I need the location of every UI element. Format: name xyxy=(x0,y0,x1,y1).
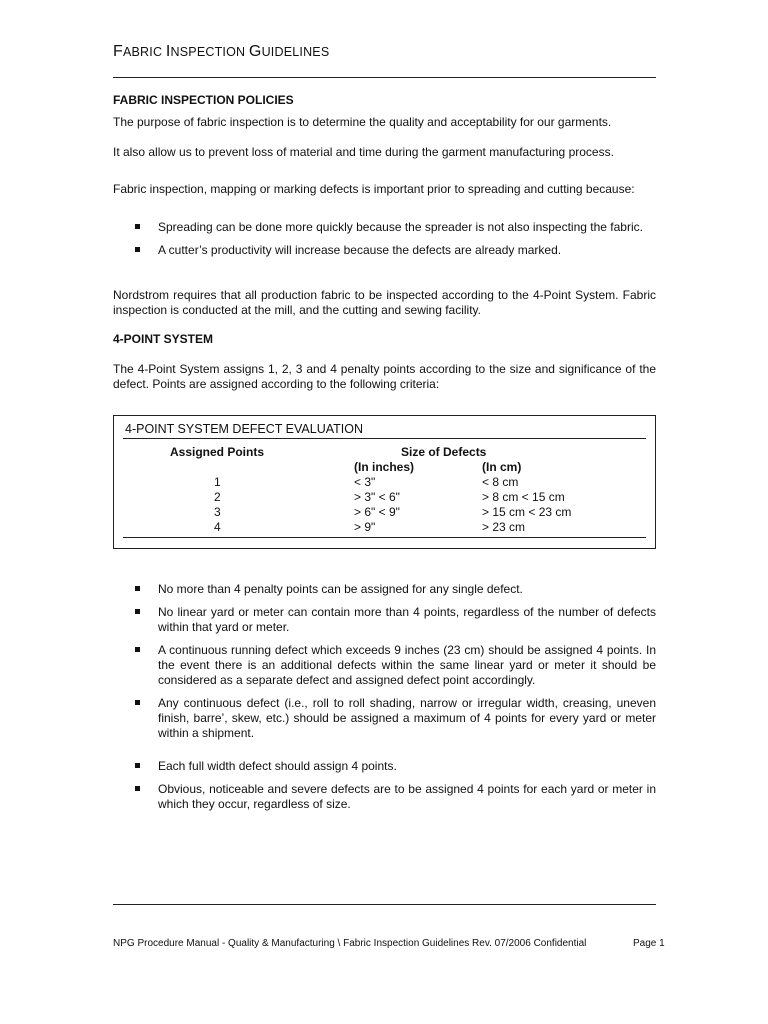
bullet-list-reasons xyxy=(113,220,656,258)
list-item-text: A cutter’s productivity will increase because the defects are already marked. xyxy=(158,243,562,257)
list-item-text: No more than 4 penalty points can be assigned for any single defect. xyxy=(158,582,523,596)
column-assigned-points xyxy=(170,445,264,460)
table-cell: 1 xyxy=(214,475,221,489)
list-item xyxy=(113,759,656,774)
bullet-icon xyxy=(135,786,140,791)
paragraph: Fabric inspection, mapping or marking defects is important prior to spreading and cutting because: xyxy=(113,182,635,196)
table-cell: > 6" < 9" xyxy=(354,505,400,519)
table-cell: 3 xyxy=(214,505,221,519)
paragraph: It also allow us to prevent loss of material and time during the garment manufacturing process. xyxy=(113,145,614,159)
paragraph: The purpose of fabric inspection is to determine the quality and acceptability for our garments. xyxy=(113,115,612,129)
subheader-label: (In inches) xyxy=(354,460,415,474)
cm-column xyxy=(482,475,571,535)
list-item-text: Obvious, noticeable and severe defects are to be assigned 4 points for each yard or meter in which they occur, regardless of size. xyxy=(158,782,656,811)
list-item-text: A continuous running defect which exceeds 9 inches (23 cm) should be assigned 4 points. In the event there is an additional defects within the same linear yard or meter it should be considered as a separate defect and assigned defect point accordingly. xyxy=(158,643,656,687)
table-cell: < 8 cm xyxy=(482,475,519,489)
list-item xyxy=(113,220,656,235)
table-cell: > 3" < 6" xyxy=(354,490,400,504)
table-cell: 4 xyxy=(214,520,221,534)
table-cell: > 15 cm < 23 cm xyxy=(482,505,572,519)
bullet-icon xyxy=(135,647,140,652)
bullet-list-rules xyxy=(113,582,656,812)
list-item xyxy=(113,582,656,597)
title-initial: I xyxy=(165,43,171,60)
list-item xyxy=(113,643,656,688)
list-item-text: Spreading can be done more quickly because the spreader is not also inspecting the fabric. xyxy=(158,220,643,234)
table-divider xyxy=(123,438,646,439)
subheader-inches xyxy=(354,460,414,475)
document-title xyxy=(113,43,329,61)
subheader-cm xyxy=(482,460,521,475)
title-initial: G xyxy=(248,43,262,60)
bullet-icon xyxy=(135,224,140,229)
column-header: Assigned Points xyxy=(170,445,265,459)
section-heading-4-point: 4-POINT SYSTEM xyxy=(113,332,214,346)
table-cell: 2 xyxy=(214,490,221,504)
list-item xyxy=(113,605,656,635)
bullet-icon xyxy=(135,247,140,252)
table-divider xyxy=(123,537,646,538)
footer-text: NPG Procedure Manual - Quality & Manufacturing \ Fabric Inspection Guidelines Rev. 07/2006 Confidential xyxy=(113,938,587,949)
inches-column xyxy=(354,475,400,535)
table-title: 4-POINT SYSTEM DEFECT EVALUATION xyxy=(125,422,364,436)
title-rest: UIDELINES xyxy=(261,45,330,59)
list-item-text: No linear yard or meter can contain more than 4 points, regardless of the number of defects within that yard or meter. xyxy=(158,605,656,634)
section-heading-policies: FABRIC INSPECTION POLICIES xyxy=(113,93,294,107)
title-rest: ABRIC xyxy=(122,45,166,59)
list-item xyxy=(113,782,656,812)
column-header: Size of Defects xyxy=(401,445,487,459)
footer-rule xyxy=(113,904,656,905)
table-cell: > 8 cm < 15 cm xyxy=(482,490,565,504)
bullet-icon xyxy=(135,586,140,591)
paragraph: The 4-Point System assigns 1, 2, 3 and 4 penalty points according to the size and significance of the defect. Points are assigned according to the following criteria: xyxy=(113,362,656,391)
list-item-text: Each full width defect should assign 4 points. xyxy=(158,759,397,773)
title-initial: F xyxy=(113,43,123,60)
table-cell: < 3" xyxy=(354,475,376,489)
page-number: Page 1 xyxy=(633,938,665,949)
bullet-icon xyxy=(135,609,140,614)
title-rest: NSPECTION xyxy=(170,45,249,59)
table-cell: > 23 cm xyxy=(482,520,526,534)
header-rule xyxy=(113,77,656,78)
table-cell: > 9" xyxy=(354,520,376,534)
list-item-text: Any continuous defect (i.e., roll to roll shading, narrow or irregular width, creasing, uneven finish, barre’, skew, etc.) should be assigned a maximum of 4 points for every yard or meter within a shipment. xyxy=(158,696,656,740)
defect-evaluation-table xyxy=(113,415,656,549)
subheader-label: (In cm) xyxy=(482,460,522,474)
list-item xyxy=(113,696,656,741)
list-item xyxy=(113,243,656,258)
points-column xyxy=(214,475,221,535)
paragraph: Nordstrom requires that all production fabric to be inspected according to the 4-Point System. Fabric inspection is conducted at the mill, and the cutting and sewing facility. xyxy=(113,288,656,317)
column-size-of-defects xyxy=(401,445,486,460)
bullet-icon xyxy=(135,700,140,705)
bullet-icon xyxy=(135,763,140,768)
